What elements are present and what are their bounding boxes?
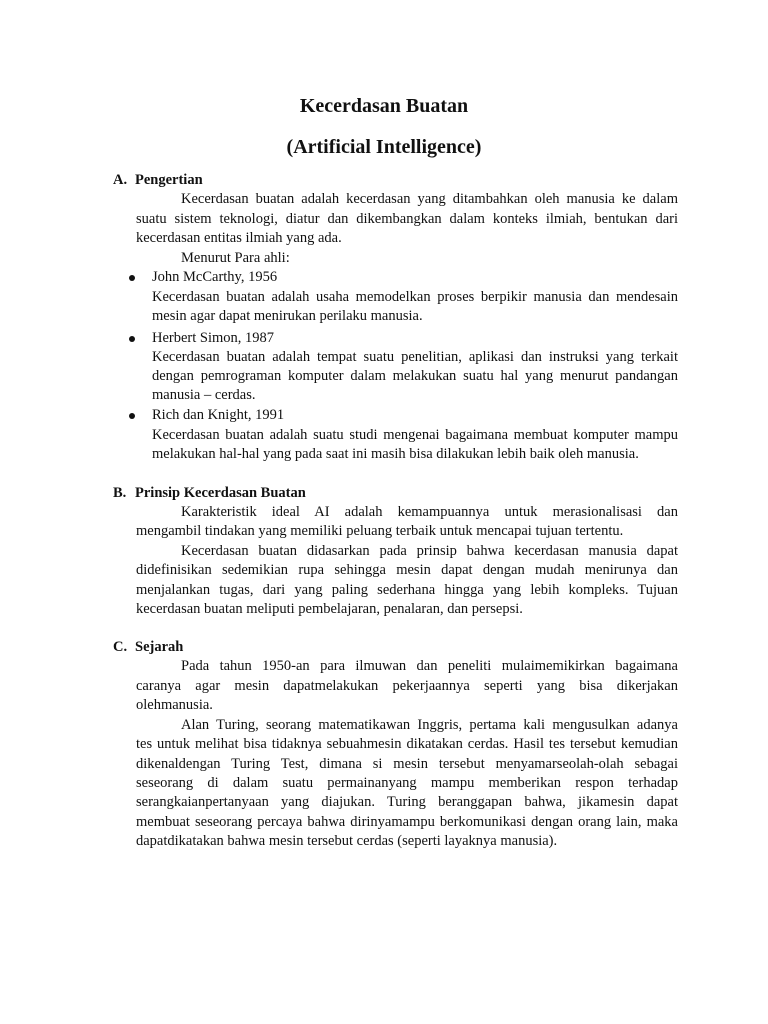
document-title: Kecerdasan Buatan [299,95,469,117]
section-c-para1-line: caranya agar mesin dapatmelakukan pekerjaannya seperti yang bisa dikerjakan [136,678,678,694]
bullet-icon [129,413,135,419]
section-b-para2-line: Kecerdasan buatan didasarkan pada prinsip bahwa kecerdasan manusia dapat [181,543,678,559]
section-b-para1-line: Karakteristik ideal AI adalah kemampuannya untuk merasionalisasi dan [181,504,678,520]
section-b-letter: B. [113,485,127,501]
section-c-para2-line: membuat seseorang percaya bahwa dirinyamampu berkomunikasi dengan orang lain, maka [136,814,678,830]
expert-description-line: manusia – cerdas. [152,387,256,403]
section-b-para1-line: mengambil tindakan yang memiliki peluang terbaik untuk mencapai tujuan tertentu. [136,523,624,539]
expert-description-line: Kecerdasan buatan adalah suatu studi mengenai bagaimana membuat komputer mampu [152,427,678,443]
bullet-icon [129,275,135,281]
expert-description-line: dengan pemrograman komputer dalam melakukan suatu hal yang menurut pandangan [152,368,678,384]
section-c-para2-line: tes untuk melihat bisa tidaknya sebuahmesin dikatakan cerdas. Hasil tes tersebut kemudian [136,736,678,752]
section-b-title: Prinsip Kecerdasan Buatan [135,485,306,501]
section-c-para2-line: dikenaldengan Turing Test, dimana si mesin tersebut menyamarseolah-olah sebagai [136,756,678,772]
section-a-para1-line: Kecerdasan buatan adalah kecerdasan yang ditambahkan oleh manusia ke dalam [181,191,678,207]
section-b-para2-line: menjalankan tugas, dari yang paling sederhana hingga yang lebih kompleks. Tujuan [136,582,678,598]
expert-name: Herbert Simon, 1987 [152,330,275,346]
bullet-icon [129,336,135,342]
section-c-para2-line: seseorang di dalam suatu permainanyang mampu memberikan respon terhadap [136,775,678,791]
section-a-para1-line: suatu sistem teknologi, diatur dan dikembangkan dalam konteks ilmiah, bentukan dari [136,211,678,227]
section-b-para2-line: kecerdasan buatan meliputi pembelajaran, penalaran, dan persepsi. [136,601,523,617]
section-c-title: Sejarah [135,639,184,655]
section-c-letter: C. [113,639,128,655]
expert-name: Rich dan Knight, 1991 [152,407,285,423]
section-b-heading [113,484,306,503]
section-c-para2-line: serangkaianpertanyaan yang diajukan. Turing beranggapan bahwa, jikamesin dapat [136,794,678,810]
section-a-para2: Menurut Para ahli: [181,250,290,266]
section-c-para2-line: Alan Turing, seorang matematikawan Inggris, pertama kali mengusulkan adanya [181,717,678,733]
section-b-para2-line: didefinisikan sedemikian rupa sehingga mesin dapat dengan mudah menirunya dan [136,562,678,578]
section-a-para1-line: kecerdasan entitas ilmiah yang ada. [136,230,342,246]
section-a-heading [113,171,203,190]
expert-description-line: melakukan hal-hal yang pada saat ini masih bisa dilakukan lebih baik oleh manusia. [152,446,639,462]
section-c-heading [113,638,183,657]
section-c-para1-line: Pada tahun 1950-an para ilmuwan dan peneliti mulaimemikirkan bagaimana [181,658,678,674]
section-a-title: Pengertian [135,172,203,188]
section-c-para1-line: olehmanusia. [136,697,213,713]
expert-name: John McCarthy, 1956 [152,269,278,285]
section-a-letter: A. [113,172,128,188]
document-subtitle: (Artificial Intelligence) [286,136,482,158]
section-c-para2-line: dapatdikatakan bahwa mesin tersebut cerdas (seperti layaknya manusia). [136,833,558,849]
expert-description-line: Kecerdasan buatan adalah usaha memodelkan proses berpikir manusia dan mendesain [152,289,678,305]
expert-description-line: Kecerdasan buatan adalah tempat suatu penelitian, aplikasi dan instruksi yang terkait [152,349,678,365]
expert-description-line: mesin agar dapat menirukan perilaku manusia. [152,308,423,324]
